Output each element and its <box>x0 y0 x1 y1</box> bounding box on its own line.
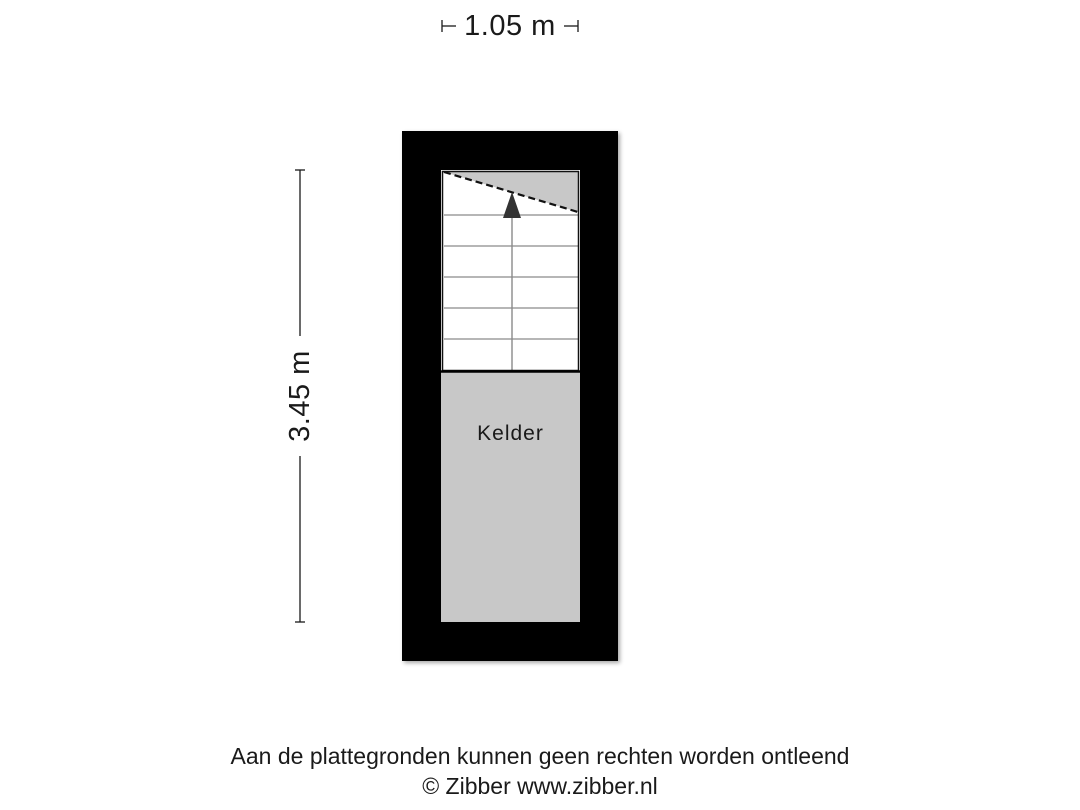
room-kelder-floor <box>441 371 580 622</box>
disclaimer-text: Aan de plattegronden kunnen geen rechten worden ontleend <box>230 743 850 769</box>
width-dimension-label: 1.05 m <box>464 10 556 42</box>
copyright-text: © Zibber www.zibber.nl <box>422 773 658 799</box>
room-label-kelder: Kelder <box>477 422 544 445</box>
height-dimension-label: 3.45 m <box>284 350 316 442</box>
staircase <box>441 170 580 371</box>
